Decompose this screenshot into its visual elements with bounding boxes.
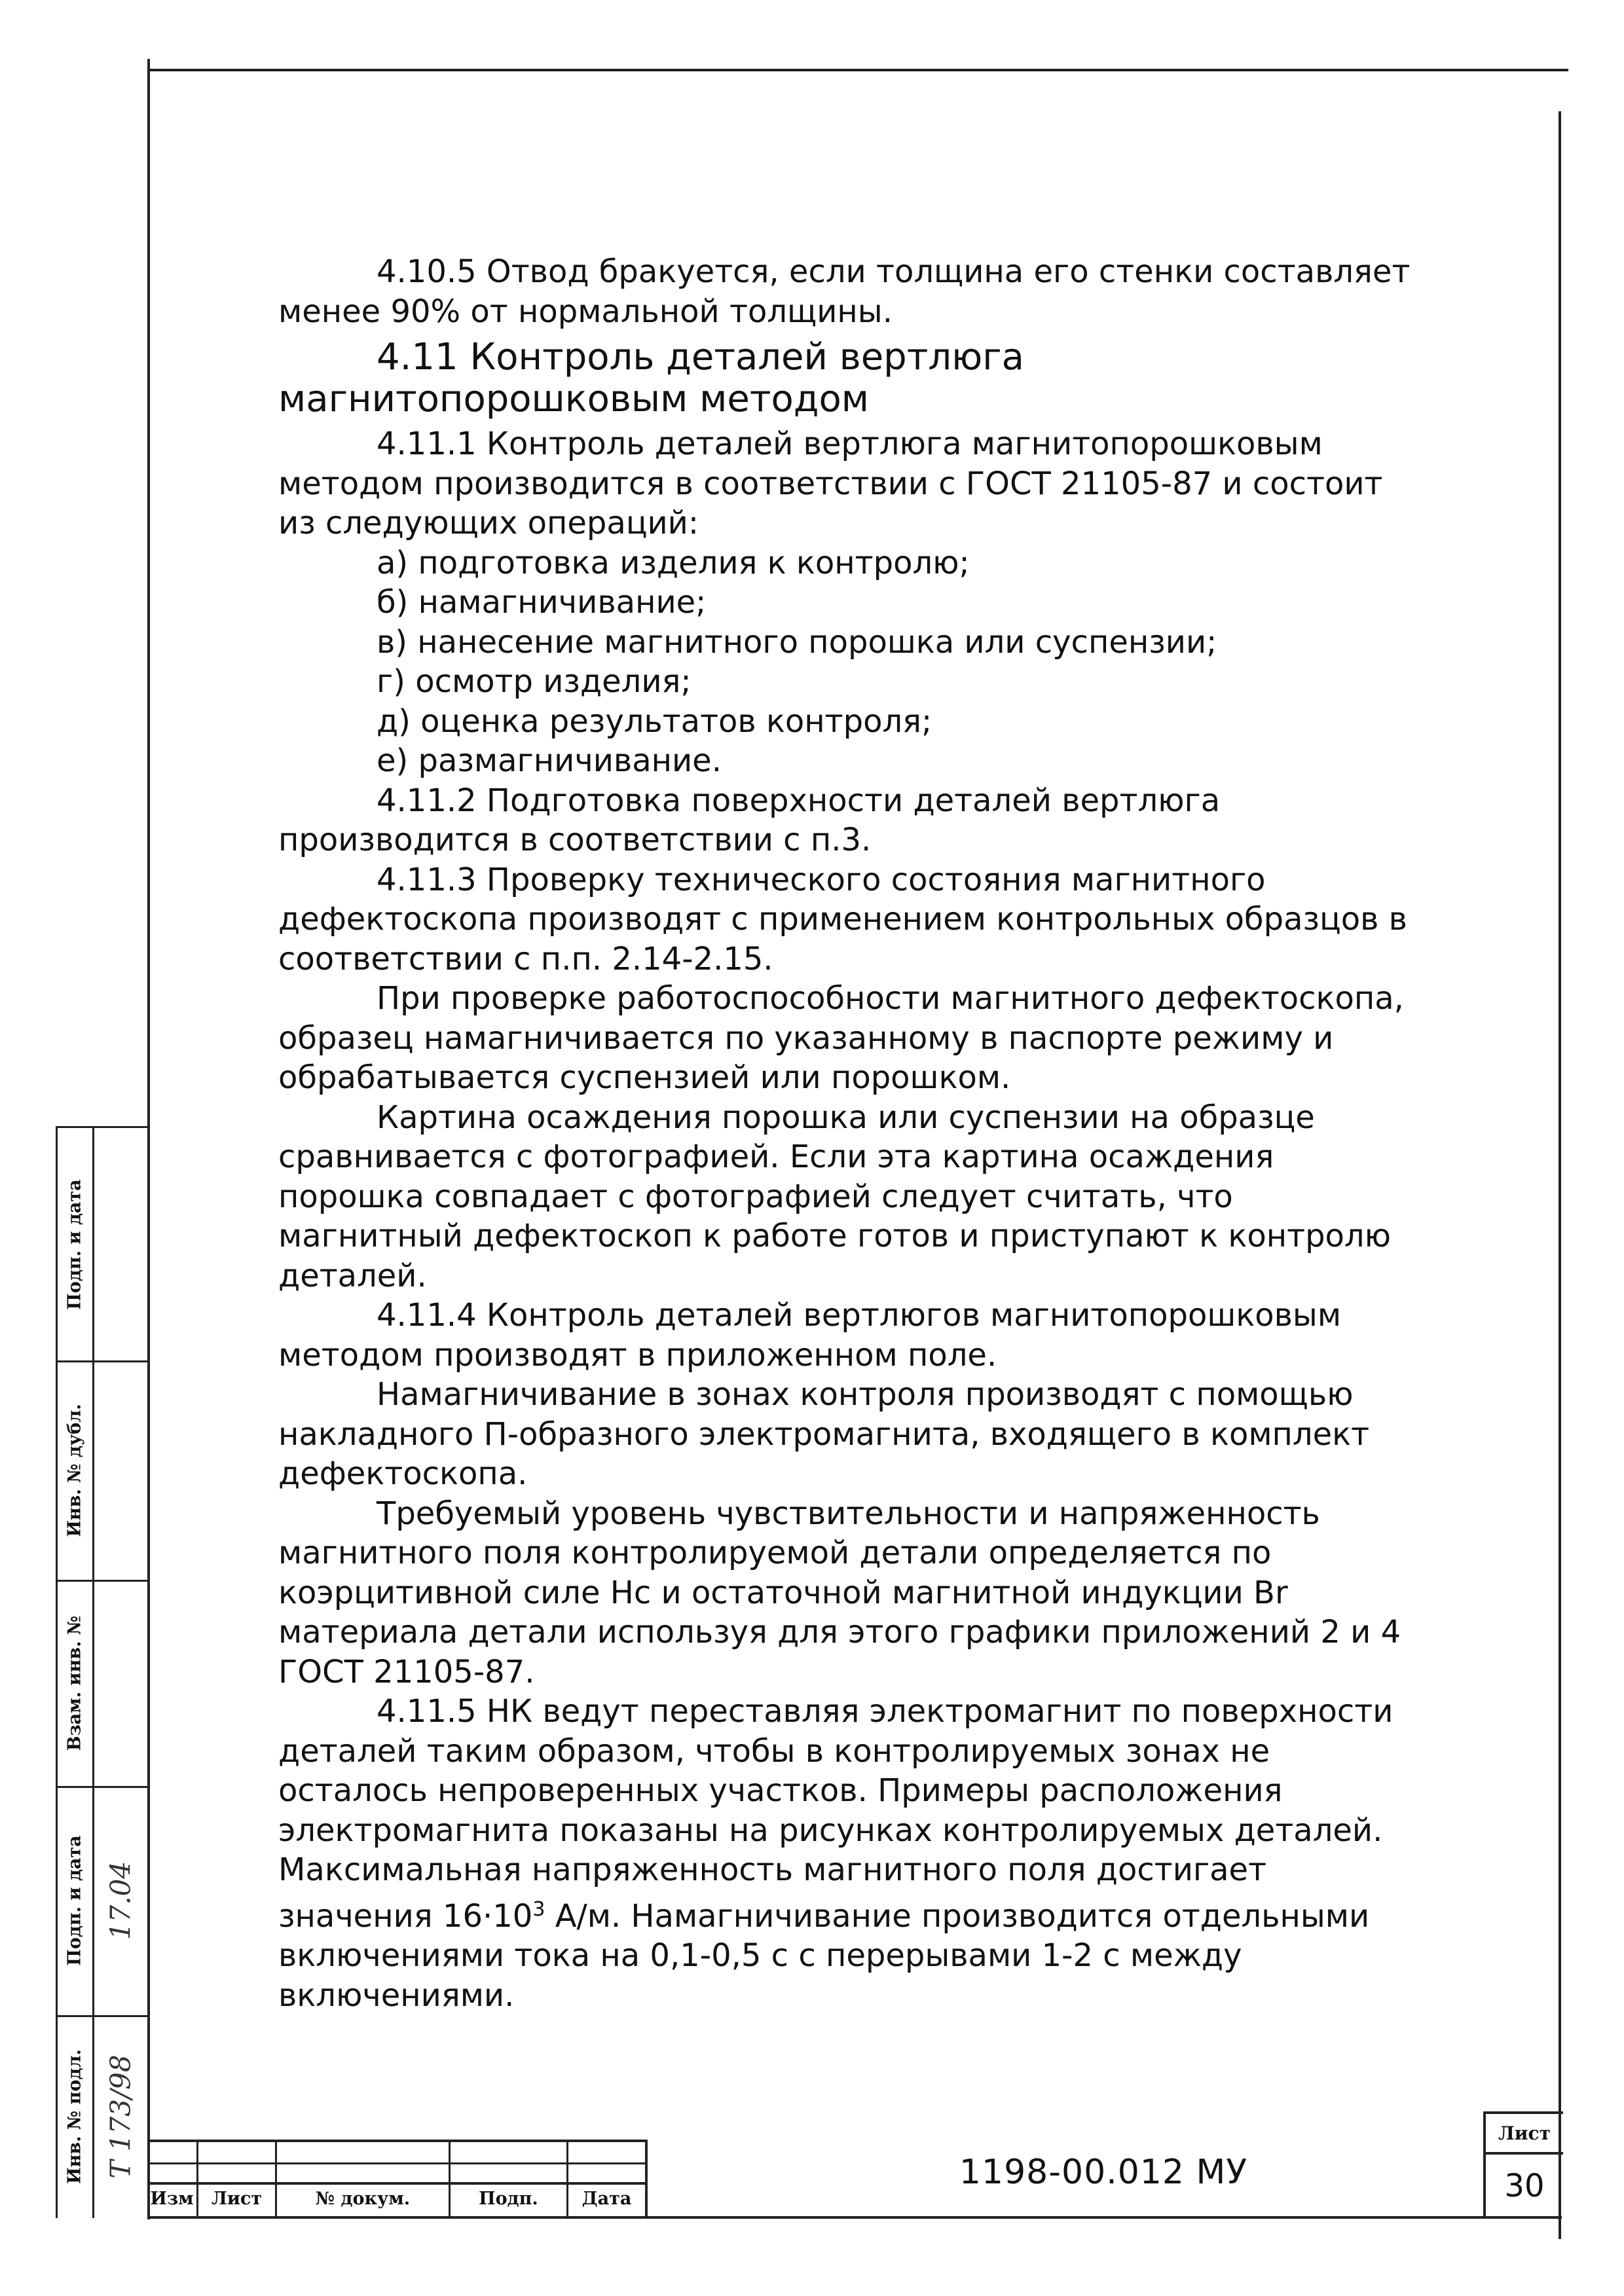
handwritten-date: 17.04 (104, 1861, 137, 1941)
frame-right-line (1559, 111, 1561, 2239)
paragraph-sensitivity: Требуемый уровень чувствительности и напряженность магнитного поля контролируемой детали определяется по коэрцитивной силе Hc и остаточной магнитной индукции Br материала детали используя для этого графики приложений 2 и 4 ГОСТ 21105-87. (278, 1495, 1401, 1690)
operation-item: в) нанесение магнитного порошка или суспензии; (377, 623, 1217, 661)
label-inv-no-dup: Инв. № дубл. (64, 1403, 85, 1537)
label-sign-date: Подп. и дата (64, 1835, 85, 1966)
sheet-number: 30 (1504, 2168, 1545, 2204)
operation-item: г) осмотр изделия; (377, 663, 692, 700)
operation-item: б) намагничивание; (377, 584, 707, 621)
operation-item: а) подготовка изделия к контролю; (377, 544, 970, 581)
label-inv-no-orig: Инв. № подл. (64, 2049, 85, 2184)
handwritten-inv-number: Т 173/98 (104, 2054, 137, 2179)
tb-line (147, 2162, 645, 2164)
col-izm: Изм (150, 2188, 194, 2209)
side-stamp-strip (56, 1126, 149, 2218)
label-replace-inv-no: Взам. инв. № (64, 1615, 85, 1751)
section-heading-4-11: 4.11 Контроль деталей вертлюга магнитопорошковым методом (278, 336, 1024, 420)
paragraph-4-10-5: 4.10.5 Отвод бракуется, если толщина его стенки составляет менее 90% от нормальной толщины. (278, 253, 1411, 330)
paragraph-pattern: Картина осаждения порошка или суспензии на образце сравнивается с фотографией. Если эта картина осаждения порошка совпадает с фотографией следует считать, что магнитный дефектоскоп к работе готов и приступают к контролю деталей. (278, 1099, 1391, 1294)
paragraph-4-11-5-part2: А/м. Намагничивание производится отдельными включениями тока на 0,1-0,5 с с перерывами 1-2 с между включениями. (278, 1897, 1370, 2014)
paragraph-4-11-2: 4.11.2 Подготовка поверхности деталей вертлюга производится в соответствии с п.3. (278, 782, 1221, 858)
exponent: 3 (532, 1897, 545, 1921)
document-number: 1198-00.012 МУ (959, 2153, 1248, 2192)
frame-top-line (147, 69, 1568, 71)
frame-bottom-line (147, 2216, 1562, 2219)
paragraph-check: При проверке работоспособности магнитного дефектоскопа, образец намагничивается по указанному в паспорте режиму и обрабатывается суспензией или порошком. (278, 980, 1404, 1096)
tb-line (147, 2140, 645, 2142)
document-number-cell (645, 2140, 1562, 2216)
col-list: Лист (211, 2188, 263, 2209)
operation-item: е) размагничивание. (377, 742, 722, 779)
paragraph-4-11-3: 4.11.3 Проверку технического состояния магнитного дефектоскопа производят с применением контрольных образцов в соответствии с п.п. 2.14-2.15. (278, 861, 1407, 977)
paragraph-magnetization: Намагничивание в зонах контроля производят с помощью накладного П-образного электромагнита, входящего в комплект дефектоскопа. (278, 1376, 1370, 1492)
paragraph-4-11-5-part1: 4.11.5 НК ведут переставляя электромагнит по поверхности деталей таким образом, чтобы в контролируемых зонах не осталось непроверенных участков. Примеры расположения электромагнита показаны на рисунках контролируемых деталей. Максимальная напряженность магнитного поля достигает значения 16·10 (278, 1693, 1393, 1935)
col-date: Дата (581, 2188, 632, 2209)
col-sign: Подп. (479, 2188, 538, 2209)
document-body (278, 252, 1418, 2015)
paragraph-4-11-4: 4.11.4 Контроль деталей вертлюгов магнитопорошковым методом производят в приложенном поле. (278, 1297, 1342, 1374)
col-doc-no: № докум. (315, 2188, 411, 2209)
sheet-box (1483, 2111, 1563, 2219)
operation-item: д) оценка результатов контроля; (377, 702, 932, 740)
paragraph-4-11-5 (278, 1692, 1418, 2015)
title-block (147, 2140, 1562, 2216)
sheet-label: Лист (1498, 2122, 1551, 2144)
label-sign-date: Подп. и дата (64, 1178, 85, 1310)
paragraph-4-11-1: 4.11.1 Контроль деталей вертлюга магнитопорошковым методом производится в соответствии с ГОСТ 21105-87 и состоит из следующих операций: (278, 426, 1383, 541)
